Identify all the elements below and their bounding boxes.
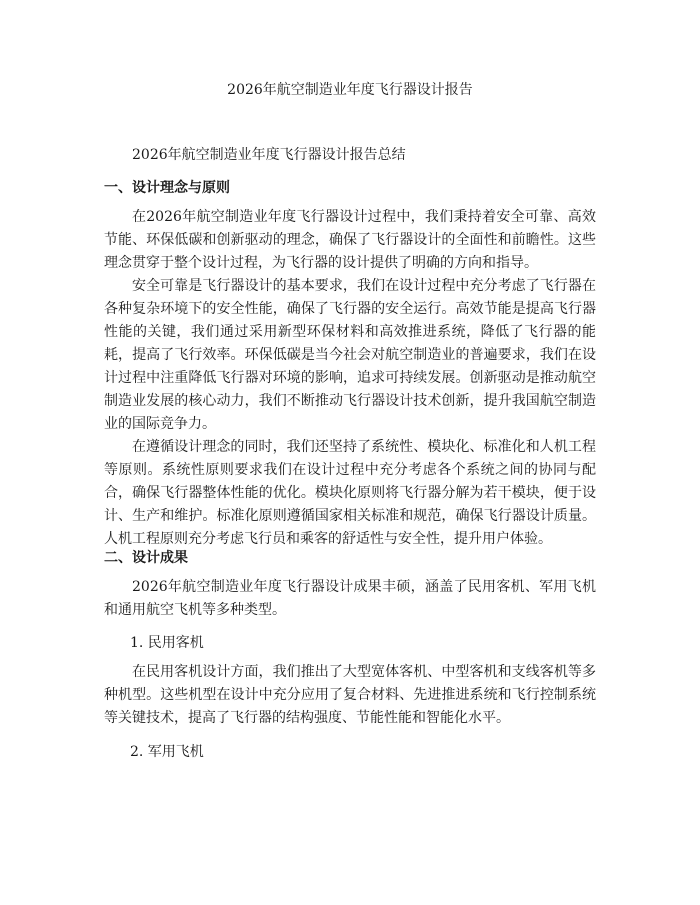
list-item-military-aircraft: 2. 军用飞机 (130, 744, 204, 760)
section-body-design-philosophy-3 (104, 436, 596, 551)
section-heading-design-philosophy: 一、设计理念与原则 (104, 180, 230, 196)
paragraph: 在民用客机设计方面，我们推出了大型宽体客机、中型客机和支线客机等多种机型。这些机型在设计中充分应用了复合材料、先进推进系统和飞行控制系统等关键技术，提高了飞行器的结构强度、节能性能和智能化水平。 (104, 664, 596, 726)
paragraph: 安全可靠是飞行器设计的基本要求，我们在设计过程中充分考虑了飞行器在各种复杂环境下的安全性能，确保了飞行器的安全运行。高效节能是提高飞行器性能的关键，我们通过采用新型环保材料和高效推进系统，降低了飞行器的能耗，提高了飞行效率。环保低碳是当今社会对航空制造业的普遍要求，我们在设计过程中注重降低飞行器对环境的影响，追求可持续发展。创新驱动是推动航空制造业发展的核心动力，我们不断推动飞行器设计技术创新，提升我国航空制造业的国际竞争力。 (104, 278, 596, 432)
document-title: 2026年航空制造业年度飞行器设计报告 (227, 82, 473, 98)
document-subtitle: 2026年航空制造业年度飞行器设计报告总结 (132, 147, 406, 163)
section-body-design-philosophy (104, 206, 596, 275)
section-body-design-results (104, 576, 596, 622)
list-item-civil-airliner-body (104, 661, 596, 730)
paragraph: 2026年航空制造业年度飞行器设计成果丰硕，涵盖了民用客机、军用飞机和通用航空飞机等多种类型。 (104, 579, 596, 618)
paragraph: 在2026年航空制造业年度飞行器设计过程中，我们秉持着安全可靠、高效节能、环保低碳和创新驱动的理念，确保了飞行器设计的全面性和前瞻性。这些理念贯穿于整个设计过程，为飞行器的设计提供了明确的方向和指导。 (104, 209, 596, 271)
section-body-design-philosophy-2 (104, 275, 596, 436)
section-heading-design-results: 二、设计成果 (104, 550, 188, 566)
list-item-civil-airliner: 1. 民用客机 (130, 635, 204, 651)
paragraph: 在遵循设计理念的同时，我们还坚持了系统性、模块化、标准化和人机工程等原则。系统性原则要求我们在设计过程中充分考虑各个系统之间的协同与配合，确保飞行器整体性能的优化。模块化原则将飞行器分解为若干模块，便于设计、生产和维护。标准化原则遵循国家相关标准和规范，确保飞行器设计质量。人机工程原则充分考虑飞行员和乘客的舒适性与安全性，提升用户体验。 (104, 439, 596, 547)
